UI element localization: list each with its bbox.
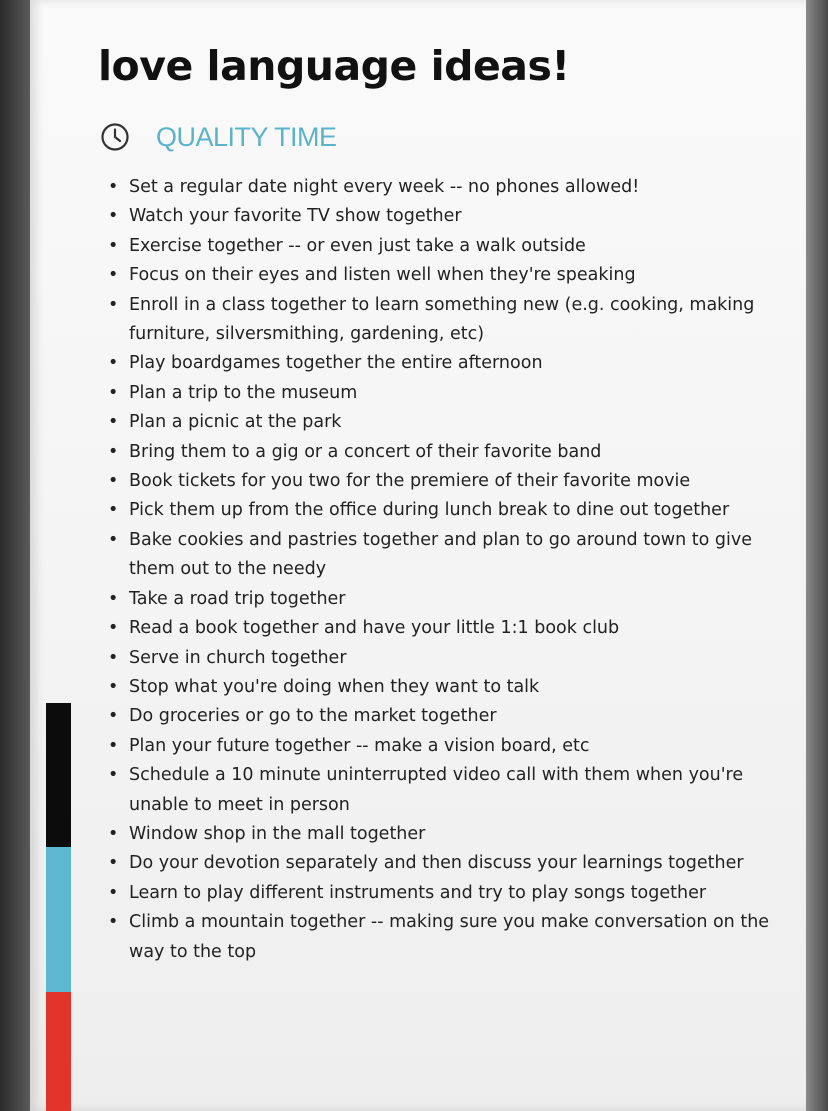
bullet: • bbox=[108, 500, 119, 521]
color-bar-blue bbox=[46, 847, 71, 992]
item-text: Do groceries or go to the market together bbox=[129, 706, 497, 727]
list-item bbox=[108, 879, 798, 908]
clock-icon bbox=[100, 122, 130, 152]
item-text: Plan a picnic at the park bbox=[129, 412, 342, 433]
page-title: love language ideas! bbox=[98, 42, 570, 90]
bullet: • bbox=[108, 265, 119, 286]
bullet: • bbox=[108, 177, 119, 197]
bullet: • bbox=[108, 912, 119, 933]
list-item bbox=[108, 732, 798, 761]
list-item bbox=[108, 585, 798, 614]
item-text: Enroll in a class together to learn something new (e.g. cooking, making furniture, silversmithing, gardening, etc) bbox=[129, 294, 755, 345]
bullet: • bbox=[108, 471, 119, 492]
list-item bbox=[108, 614, 798, 643]
ideas-list bbox=[108, 173, 798, 967]
item-text: Plan your future together -- make a vision board, etc bbox=[129, 735, 590, 756]
item-text: Learn to play different instruments and try to play songs together bbox=[129, 882, 707, 903]
section-label: QUALITY TIME bbox=[156, 121, 337, 152]
item-text: Take a road trip together bbox=[129, 588, 346, 609]
item-text: Watch your favorite TV show together bbox=[129, 206, 462, 227]
list-item bbox=[108, 673, 798, 702]
list-item bbox=[108, 349, 798, 378]
bullet: • bbox=[108, 765, 119, 786]
color-bar-black bbox=[46, 703, 71, 847]
bullet: • bbox=[108, 618, 119, 639]
bullet: • bbox=[108, 735, 119, 756]
list-item bbox=[108, 908, 798, 967]
item-text: Play boardgames together the entire afternoon bbox=[129, 353, 543, 374]
bullet: • bbox=[108, 823, 119, 844]
bullet: • bbox=[108, 353, 119, 374]
item-text: Stop what you're doing when they want to talk bbox=[129, 676, 540, 697]
list-item bbox=[108, 291, 798, 350]
list-item bbox=[108, 644, 798, 673]
list-item bbox=[108, 202, 798, 231]
list-item bbox=[108, 849, 798, 878]
item-text: Read a book together and have your little 1:1 book club bbox=[129, 618, 620, 639]
bullet: • bbox=[108, 206, 119, 227]
bullet: • bbox=[108, 676, 119, 697]
bullet: • bbox=[108, 412, 119, 433]
list-item bbox=[108, 820, 798, 849]
item-text: Pick them up from the office during lunch break to dine out together bbox=[129, 500, 730, 521]
bullet: • bbox=[108, 853, 119, 874]
item-text: Bring them to a gig or a concert of their favorite band bbox=[129, 441, 602, 462]
item-text: Focus on their eyes and listen well when they're speaking bbox=[129, 265, 636, 286]
list-item bbox=[108, 496, 798, 525]
item-text: Plan a trip to the museum bbox=[129, 382, 358, 403]
item-text: Book tickets for you two for the premiere of their favorite movie bbox=[129, 471, 691, 492]
list-item bbox=[108, 761, 798, 820]
list-item bbox=[108, 702, 798, 731]
list-item bbox=[108, 467, 798, 496]
item-text: Schedule a 10 minute uninterrupted video call with them when you're unable to meet in person bbox=[129, 765, 744, 815]
item-text: Serve in church together bbox=[129, 647, 347, 668]
list-item bbox=[108, 526, 798, 585]
section-header bbox=[100, 120, 337, 154]
bullet: • bbox=[108, 647, 119, 668]
bullet: • bbox=[108, 441, 119, 462]
item-text: Exercise together -- or even just take a walk outside bbox=[129, 235, 586, 256]
right-frame-edge bbox=[806, 0, 828, 1111]
left-frame-edge bbox=[0, 0, 30, 1111]
bullet: • bbox=[108, 235, 119, 256]
list-item bbox=[108, 379, 798, 408]
bullet: • bbox=[108, 706, 119, 727]
color-bar-red bbox=[46, 992, 71, 1111]
list-item bbox=[108, 438, 798, 467]
item-text: Bake cookies and pastries together and plan to go around town to give them out to the needy bbox=[129, 529, 752, 580]
bullet: • bbox=[108, 882, 119, 903]
item-text: Do your devotion separately and then discuss your learnings together bbox=[129, 853, 744, 874]
bullet: • bbox=[108, 382, 119, 403]
list-item bbox=[108, 408, 798, 437]
item-text: Window shop in the mall together bbox=[129, 823, 426, 844]
list-item bbox=[108, 232, 798, 261]
list-item bbox=[108, 261, 798, 290]
list-item bbox=[108, 173, 798, 202]
bullet: • bbox=[108, 588, 119, 609]
bullet: • bbox=[108, 529, 119, 550]
bullet: • bbox=[108, 294, 119, 315]
item-text: Set a regular date night every week -- no phones allowed! bbox=[129, 177, 640, 197]
item-text: Climb a mountain together -- making sure you make conversation on the way to the top bbox=[129, 912, 770, 962]
